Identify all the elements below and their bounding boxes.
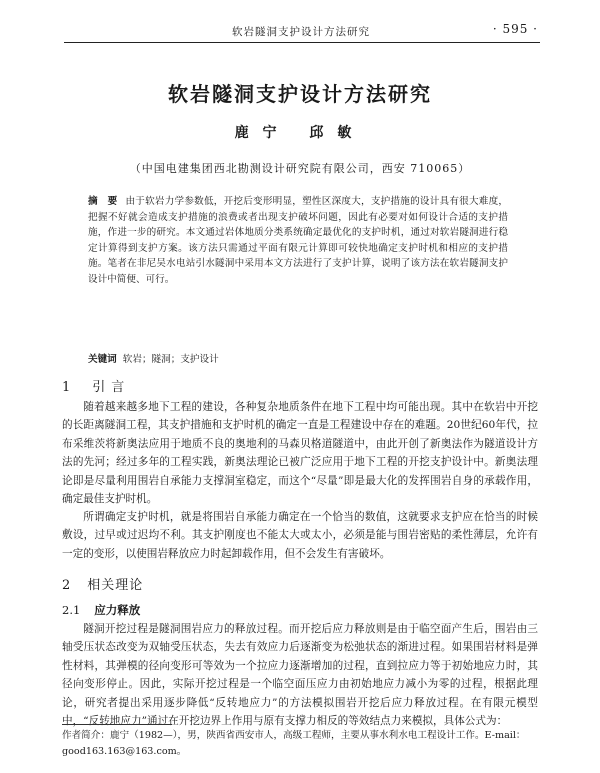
abstract	[88, 194, 508, 288]
keywords-text: 软岩；隧洞；支护设计	[122, 354, 219, 365]
section-heading-related-theory	[62, 574, 143, 593]
paragraph: 随着越来越多地下工程的建设，各种复杂地质条件在地下工程中均可能出现。其中在软岩中开挖的长距离隧洞工程，其支护措施和支护时机的确定一直是工程建设中存在的难题。20世纪60年代，拉布采维茨将新奥法应用于地质不良的奥地利的马森贝格道隧道中，由此开创了新奥法作为隧道设计方法的先河；经过多年的工程实践，新奥法理论已被广泛应用于地下工程的开挖支护设计中。新奥法理论即是尽量利用围岩自承能力支撑洞室稳定，而这个“尽量”即是最大化的发挥围岩自身的承载作用，确定最佳支护时机。	[62, 401, 538, 506]
abstract-text: 由于软岩力学参数低，开挖后变形明显，塑性区深度大，支护措施的设计具有很大难度，把握不好就会造成支护措施的浪费或者出现支护破坏问题，因此有必要对如何设计合适的支护措施，作进一步的研究。本文通过岩体地质分类系统确定最优化的支护时机，通过对软岩隧洞进行稳定计算得到支护方案。该方法只需通过平面有限元计算即可较快地确定支护时机和相应的支护措施。笔者在非尼吴水电站引水隧洞中采用本文方法进行了支护计算，说明了该方法在软岩隧洞支护设计中简便、可行。	[88, 196, 509, 285]
subsection-number: 2.1	[62, 603, 81, 617]
subsection-title: 应力释放	[94, 603, 141, 617]
footnote-divider	[62, 724, 172, 725]
section-number: 1	[62, 380, 77, 395]
running-header	[64, 20, 540, 43]
paragraph: 隧洞开挖过程是隧洞围岩应力的释放过程。而开挖后应力释放则是由于临空面产生后，围岩由三轴受压状态改变为双轴受压状态，失去有效应力后逐渐变为松弛状态的渐进过程。如果围岩材料是弹性材料，其弹模的径向变形可等效为一个拉应力逐渐增加的过程，直到拉应力等于初始地应力时，其径向变形停止。因此，实际开挖过程是一个临空面压应力由初始地应力减小为零的过程，根据此理论，研究者提出采用逐步降低“反转地应力”的方法模拟围岩开挖后应力释放过程。在有限元模型中，“反转地应力”通过在开挖边界上作用与原有支撑力相反的等效结点力来模拟，具体公式为：	[62, 623, 538, 728]
subsection-heading-stress-release	[62, 602, 140, 618]
keywords-label: 关键词	[88, 354, 117, 365]
article-title: 软岩隧洞支护设计方法研究	[168, 82, 432, 106]
section-title: 相关理论	[87, 578, 144, 593]
author-footnote: 作者简介：鹿宁（1982—），男，陕西省西安市人，高级工程师，主要从事水利水电工程设计工作。E-mail：good163.163@163.com。	[62, 730, 526, 757]
page-number: · 595 ·	[492, 22, 538, 36]
running-title: 软岩隧洞支护设计方法研究	[232, 26, 370, 38]
paragraph: 所谓确定支护时机，就是将围岩自承能力确定在一个恰当的数值，这就要求支护应在恰当的时候敷设，过早或过迟均不利。其支护刚度也不能太大或太小，必须是能与围岩密贴的柔性薄层，允许有一定的变形，以使围岩释放应力时起卸载作用，但不会发生有害破坏。	[62, 511, 538, 560]
article-affiliation: （中国电建集团西北勘测设计研究院有限公司，西安 710065）	[129, 162, 471, 175]
abstract-label: 摘 要	[88, 196, 118, 207]
section-heading-introduction	[62, 376, 130, 395]
section-number: 2	[62, 578, 72, 593]
section-title: 引言	[92, 380, 131, 395]
keywords	[88, 352, 508, 367]
article-authors: 鹿宁 邱敏	[234, 125, 366, 141]
